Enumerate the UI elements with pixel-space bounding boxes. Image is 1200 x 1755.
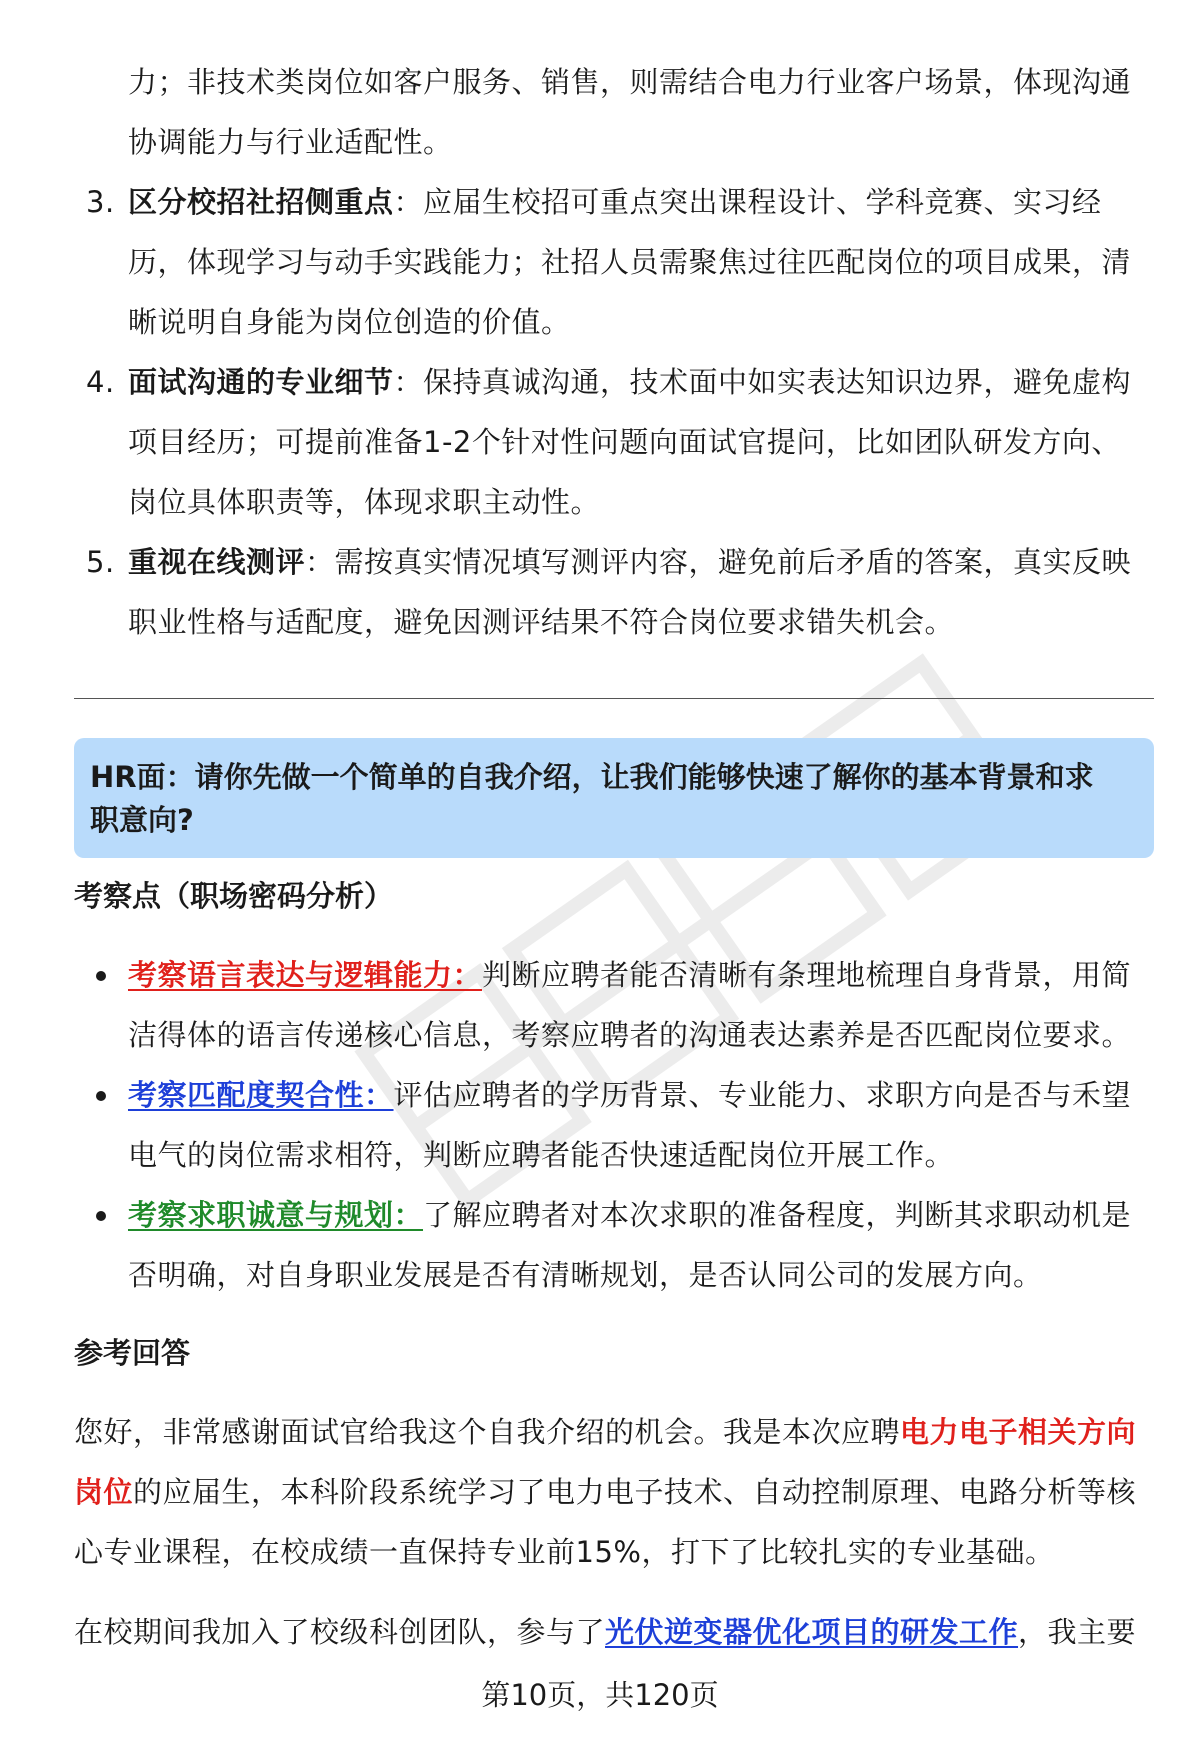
answer-heading: 参考回答 bbox=[74, 1336, 191, 1370]
analysis-label: 考察求职诚意与规划： bbox=[128, 1198, 424, 1232]
list-item-3: 3. 区分校招社招侧重点：应届生校招可重点突出课程设计、学科竞赛、实习经 历，体现学习与动手实践能力；社招人员需聚焦过往匹配岗位的项目成果，清 晰说明自身能为岗位创造的价值。 bbox=[74, 172, 1154, 352]
list-item-2-continuation: 力；非技术类岗位如客户服务、销售，则需结合电力行业客户场景，体现沟通 协调能力与行业适配性。 bbox=[128, 65, 1132, 159]
answer-paragraph-1: 您好，非常感谢面试官给我这个自我介绍的机会。我是本次应聘电力电子相关方向 岗位的应届生，本科阶段系统学习了电力电子技术、自动控制原理、电路分析等核 心专业课程，在校成绩一直保持专业前15%，打下了比较扎实的专业基础。 bbox=[74, 1415, 1137, 1569]
bullet-icon bbox=[96, 1211, 106, 1221]
question-line: 职意向? bbox=[90, 803, 194, 837]
numbered-list bbox=[74, 52, 1154, 652]
list-item-5: 5. 重视在线测评：需按真实情况填写测评内容，避免前后矛盾的答案，真实反映 职业性格与适配度，避免因测评结果不符合岗位要求错失机会。 bbox=[74, 532, 1154, 652]
highlight-text: 电力电子相关方向 bbox=[900, 1415, 1137, 1449]
analysis-item: 考察求职诚意与规划：了解应聘者对本次求职的准备程度，判断其求职动机是 否明确，对自身职业发展是否有清晰规划，是否认同公司的发展方向。 bbox=[74, 1185, 1154, 1305]
highlight-text: 岗位 bbox=[74, 1475, 134, 1509]
page-footer: 第10页，共120页 bbox=[481, 1678, 719, 1712]
list-number: 5. bbox=[86, 545, 115, 579]
list-item-title: 区分校招社招侧重点 bbox=[128, 185, 394, 219]
highlight-text: 光伏逆变器优化项目的研发工作 bbox=[605, 1615, 1019, 1649]
question-line: HR面：请你先做一个简单的自我介绍，让我们能够快速了解你的基本背景和求 bbox=[90, 760, 1094, 794]
analysis-label: 考察匹配度契合性： bbox=[128, 1078, 394, 1112]
section-divider bbox=[74, 698, 1154, 699]
list-item-title: 面试沟通的专业细节 bbox=[128, 365, 394, 399]
list-number: 3. bbox=[86, 185, 115, 219]
analysis-item: 考察匹配度契合性：评估应聘者的学历背景、专业能力、求职方向是否与禾望 电气的岗位需求相符，判断应聘者能否快速适配岗位开展工作。 bbox=[74, 1065, 1154, 1185]
analysis-label: 考察语言表达与逻辑能力： bbox=[128, 958, 483, 992]
analysis-item: 考察语言表达与逻辑能力：判断应聘者能否清晰有条理地梳理自身背景，用简 洁得体的语言传递核心信息，考察应聘者的沟通表达素养是否匹配岗位要求。 bbox=[74, 945, 1154, 1065]
list-number: 4. bbox=[86, 365, 115, 399]
answer-paragraph-2: 在校期间我加入了校级科创团队，参与了光伏逆变器优化项目的研发工作，我主要 bbox=[74, 1615, 1137, 1649]
analysis-heading: 考察点（职场密码分析） bbox=[74, 879, 394, 913]
bullet-icon bbox=[96, 971, 106, 981]
question-box bbox=[74, 738, 1154, 858]
list-item-title: 重视在线测评 bbox=[128, 545, 306, 579]
analysis-list bbox=[74, 945, 1154, 1305]
bullet-icon bbox=[96, 1091, 106, 1101]
list-item-4: 4. 面试沟通的专业细节：保持真诚沟通，技术面中如实表达知识边界，避免虚构 项目经历；可提前准备1-2个针对性问题向面试官提问，比如团队研发方向、 岗位具体职责等，体现求职主动性。 bbox=[74, 352, 1154, 532]
